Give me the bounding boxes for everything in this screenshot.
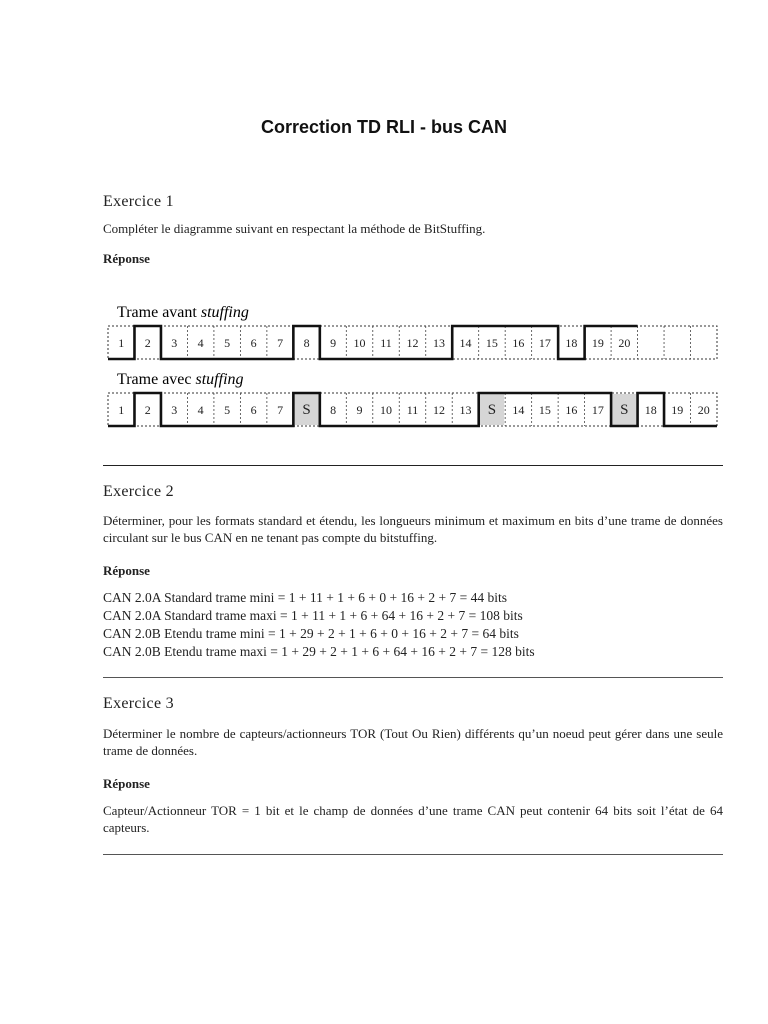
- exercise-3: [103, 695, 723, 836]
- exercise-1-heading: Exercice 1: [103, 193, 174, 210]
- bit-number-label: 15: [485, 336, 498, 350]
- bit-number-label: 20: [618, 336, 631, 350]
- exercise-2-statement: Déterminer, pour les formats standard et étendu, les longueurs minimum et maximum en bits d’une trame de données circulant sur le bus CAN en ne tenant pas compte du bitstuffing.: [103, 513, 723, 545]
- bit-number-label: 7: [277, 403, 284, 417]
- bit-number-label: 18: [565, 336, 578, 350]
- bit-number-label: 11: [380, 336, 392, 350]
- bit-number-label: 13: [459, 403, 472, 417]
- bit-number-label: 17: [591, 403, 604, 417]
- bit-number-label: 14: [459, 336, 472, 350]
- bit-number-label: 13: [432, 336, 445, 350]
- bit-number-label: 20: [697, 403, 710, 417]
- exercise-2-response-label: Réponse: [103, 563, 150, 578]
- bit-number-label: 8: [330, 403, 337, 417]
- bit-number-label: 16: [512, 336, 525, 350]
- bit-number-label: 10: [380, 403, 393, 417]
- section-divider: [103, 465, 723, 466]
- page-title: Correction TD RLI - bus CAN: [261, 117, 507, 137]
- bitstuffing-diagram: [0, 0, 768, 450]
- calc-line: CAN 2.0A Standard trame mini = 1 + 11 + 1 + 6 + 0 + 16 + 2 + 7 = 44 bits: [103, 590, 508, 605]
- bit-number-label: 7: [277, 336, 284, 350]
- bit-number-label: 9: [330, 336, 337, 350]
- calc-line: CAN 2.0B Etendu trame mini = 1 + 29 + 2 + 1 + 6 + 0 + 16 + 2 + 7 = 64 bits: [103, 626, 519, 641]
- exercise-3-response-label: Réponse: [103, 776, 150, 791]
- bit-number-label: 5: [224, 336, 231, 350]
- calc-line: CAN 2.0A Standard trame maxi = 1 + 11 + 1 + 6 + 64 + 16 + 2 + 7 = 108 bits: [103, 608, 523, 623]
- bit-number-label: 2: [144, 336, 151, 350]
- section-divider: [103, 677, 723, 678]
- bit-number-label: 4: [197, 403, 204, 417]
- exercise-3-heading: Exercice 3: [103, 695, 174, 712]
- bit-number-label: 6: [250, 403, 257, 417]
- after-frame-label: Trame avec stuffing: [117, 371, 244, 388]
- bit-number-label: 8: [303, 336, 310, 350]
- bit-number-label: 3: [171, 403, 178, 417]
- bit-number-label: 15: [538, 403, 551, 417]
- bit-number-label: 19: [671, 403, 684, 417]
- exercise-2-answer: [103, 589, 723, 661]
- bit-number-label: 1: [118, 336, 125, 350]
- stuff-bit-label: S: [487, 402, 497, 418]
- bit-number-label: 5: [224, 403, 231, 417]
- bit-number-label: 1: [118, 403, 125, 417]
- exercise-2-heading: Exercice 2: [103, 483, 174, 500]
- calc-line: CAN 2.0B Etendu trame maxi = 1 + 29 + 2 + 1 + 6 + 64 + 16 + 2 + 7 = 128 bits: [103, 644, 535, 659]
- bit-number-label: 11: [406, 403, 419, 417]
- bit-number-label: 3: [171, 336, 178, 350]
- bit-number-label: 4: [197, 336, 204, 350]
- bit-number-label: 17: [538, 336, 551, 350]
- exercise-3-answer: Capteur/Actionneur TOR = 1 bit et le champ de données d’une trame CAN peut contenir 64 bits soit l’état de 64 capteurs.: [103, 803, 723, 835]
- bit-number-label: 10: [353, 336, 366, 350]
- bit-number-label: 19: [591, 336, 604, 350]
- bit-number-label: 18: [644, 403, 657, 417]
- stuff-bit-label: S: [302, 402, 311, 418]
- section-divider: [103, 854, 723, 855]
- bit-number-label: 6: [250, 336, 257, 350]
- bit-number-label: 9: [356, 403, 363, 417]
- exercise-1-response-label: Réponse: [103, 251, 150, 266]
- bit-number-label: 12: [432, 403, 445, 417]
- exercise-1-statement: Compléter le diagramme suivant en respectant la méthode de BitStuffing.: [103, 221, 486, 236]
- bit-number-label: 12: [406, 336, 419, 350]
- exercise-2: [103, 483, 723, 661]
- frame-after-stuffing: [108, 393, 717, 426]
- bit-number-label: 16: [565, 403, 578, 417]
- bit-number-label: 14: [512, 403, 525, 417]
- stuff-bit-label: S: [620, 402, 629, 418]
- exercise-3-statement: Déterminer le nombre de capteurs/actionneurs TOR (Tout Ou Rien) différents qu’un noeud peut gérer dans une seule trame de données.: [103, 726, 723, 758]
- before-frame-label: Trame avant stuffing: [117, 304, 249, 321]
- bit-number-label: 2: [144, 403, 151, 417]
- frame-before-stuffing: [108, 326, 717, 359]
